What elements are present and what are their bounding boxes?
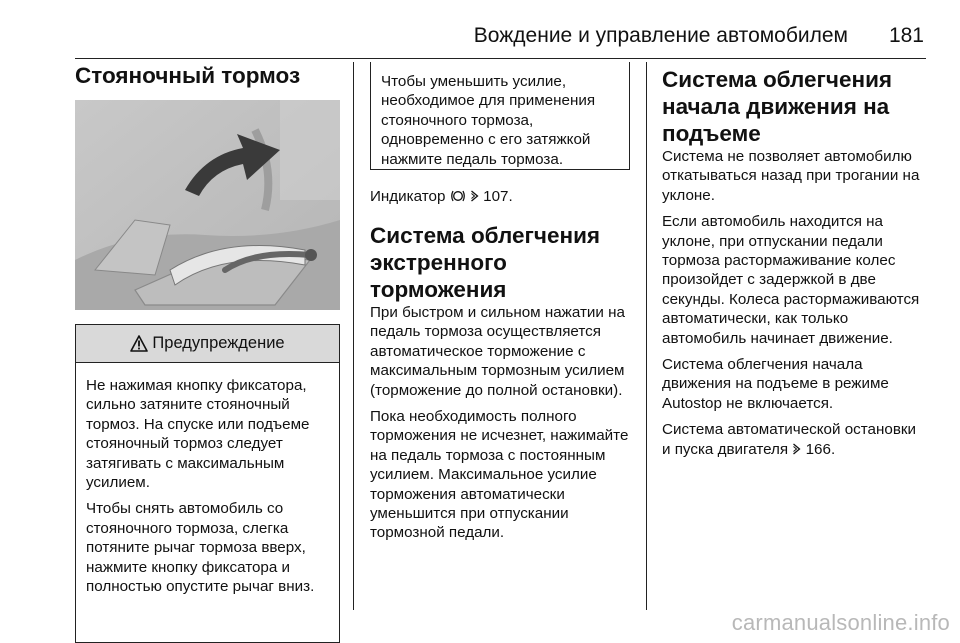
page-header	[75, 18, 926, 59]
indicator-page-ref: 107.	[483, 188, 513, 205]
section-title-hill-start: Система облегчения начала движения на подъеме	[662, 67, 893, 146]
emergency-paragraph-2: Пока необходимость полного торможения не исчезнет, нажимайте на педаль тормоза с постоянным усилием. Максимальное усилие торможения автоматически уменьшится при отпускании тормозной педали.	[370, 408, 629, 542]
warning-paragraph-1: Не нажимая кнопку фиксатора, сильно затяните стояночный тормоз. На спуске или подъеме стояночный тормоз следует затягивать с максимальным усилием.	[86, 377, 310, 492]
hill-paragraph-4	[662, 420, 928, 459]
page-reference-arrow-icon	[792, 440, 801, 459]
indicator-reference	[370, 187, 513, 206]
column-3	[662, 62, 928, 466]
autostop-ref-text: Система автоматической остановки и пуска двигателя	[662, 421, 917, 458]
page-number: 181	[888, 24, 924, 47]
header-title: Вождение и управление автомобилем	[473, 24, 848, 47]
parking-brake-illustration	[75, 100, 340, 310]
brake-indicator-icon	[450, 187, 466, 206]
column-1	[75, 62, 340, 596]
autostop-page-ref: 166.	[805, 440, 836, 458]
watermark: carmanualsonline.info	[731, 610, 950, 635]
emergency-paragraph-1: При быстром и сильном нажатии на педаль тормоза осуществляется автоматическое торможение с максимальным тормозным усилием (торможение до полной остановки).	[370, 304, 625, 399]
column-divider-left	[353, 62, 354, 610]
warning-paragraph-2: Чтобы снять автомобиль со стояночного тормоза, слегка потяните рычаг тормоза вверх, нажмите кнопку фиксатора и полностью опустите рычаг вниз.	[86, 500, 315, 596]
notice-box	[370, 62, 630, 170]
section-title-emergency-brake: Система облегчения экстренного торможения	[370, 223, 601, 302]
hill-paragraph-2: Если автомобиль находится на уклоне, при отпускании педали тормоза растормаживание колес произойдет с задержкой в две секунды. Колеса растормаживаются автоматически, как только автомобиль начинает движение.	[662, 213, 920, 347]
hill-paragraph-3: Система облегчения начала движения на подъеме в режиме Autostop не включается.	[662, 356, 889, 412]
warning-label: Предупреждение	[152, 334, 285, 352]
section-title-parking-brake: Стояночный тормоз	[75, 63, 301, 88]
hill-paragraph-1: Система не позволяет автомобилю откатываться назад при трогании на уклоне.	[662, 148, 920, 204]
column-divider-right	[646, 62, 647, 610]
warning-box	[75, 324, 340, 643]
indicator-label: Индикатор	[370, 188, 446, 205]
warning-triangle-icon	[130, 335, 148, 352]
notice-text: Чтобы уменьшить усилие, необходимое для применения стояночного тормоза, одновременно с его затяжкой нажмите педаль тормоза.	[381, 73, 596, 168]
page-reference-arrow-icon	[470, 187, 479, 206]
emergency-brake-section	[370, 222, 634, 550]
warning-header	[76, 325, 339, 363]
